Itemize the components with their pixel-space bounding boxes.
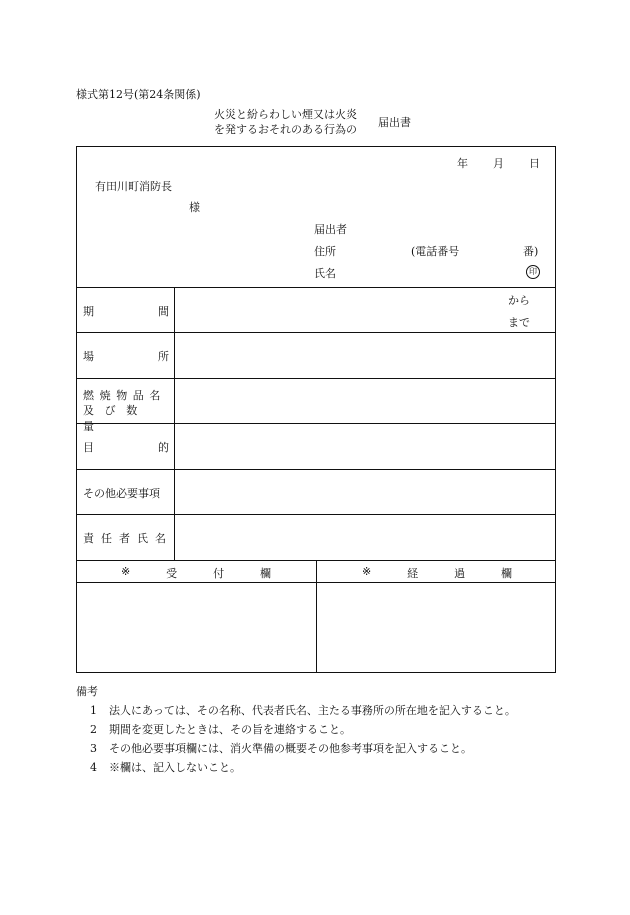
note-item: 2 期間を変更したときは、その旨を連絡すること。	[90, 723, 351, 736]
row-label-responsible: 責任者氏名	[83, 532, 173, 545]
form-frame	[76, 146, 556, 673]
divider-row1	[77, 332, 555, 333]
date-day-label: 日	[529, 157, 540, 170]
address-label: 住所	[314, 245, 336, 258]
note-item: 1 法人にあっては、その名称、代表者氏名、主たる事務所の所在地を記入すること。	[90, 704, 516, 717]
reception-header: ※ 受 付 欄	[121, 565, 271, 580]
progress-header: ※ 経 過 欄	[362, 565, 512, 580]
row-label-purpose: 目 的	[83, 441, 169, 454]
period-to: まで	[508, 316, 530, 329]
date-year-label: 年	[457, 157, 468, 170]
title-line1: 火災と紛らわしい煙又は火炎	[214, 108, 357, 121]
label-column-divider	[174, 287, 175, 560]
divider-row4	[77, 469, 555, 470]
seal-mark: 印	[526, 264, 540, 279]
title-line2: を発するおそれのある行為の	[214, 123, 357, 136]
divider-header	[77, 287, 555, 288]
row-label-items-line2: 及び数量	[83, 404, 148, 433]
title-suffix: 届出書	[378, 116, 411, 129]
period-from: から	[508, 294, 530, 307]
divider-row5	[77, 514, 555, 515]
recipient-name: 有田川町消防長	[95, 180, 172, 193]
footer-column-divider	[316, 560, 317, 672]
recipient-honorific: 様	[189, 201, 200, 214]
note-item: 4 ※欄は、記入しないこと。	[90, 761, 241, 774]
date-month-label: 月	[493, 157, 504, 170]
phone-suffix: 番)	[523, 245, 539, 258]
row-label-location: 場 所	[83, 350, 169, 363]
row-label-other: その他必要事項	[83, 487, 160, 500]
row-label-period: 期 間	[83, 305, 169, 318]
form-number: 様式第12号(第24条関係)	[76, 88, 201, 101]
divider-row2	[77, 378, 555, 379]
notes-title: 備考	[76, 685, 98, 698]
note-item: 3 その他必要事項欄には、消火準備の概要その他参考事項を記入すること。	[90, 742, 472, 755]
name-label: 氏名	[314, 267, 336, 280]
phone-label: (電話番号	[411, 245, 460, 258]
row-label-items-line1: 燃焼物品名	[83, 389, 166, 402]
notifier-label: 届出者	[314, 223, 347, 236]
